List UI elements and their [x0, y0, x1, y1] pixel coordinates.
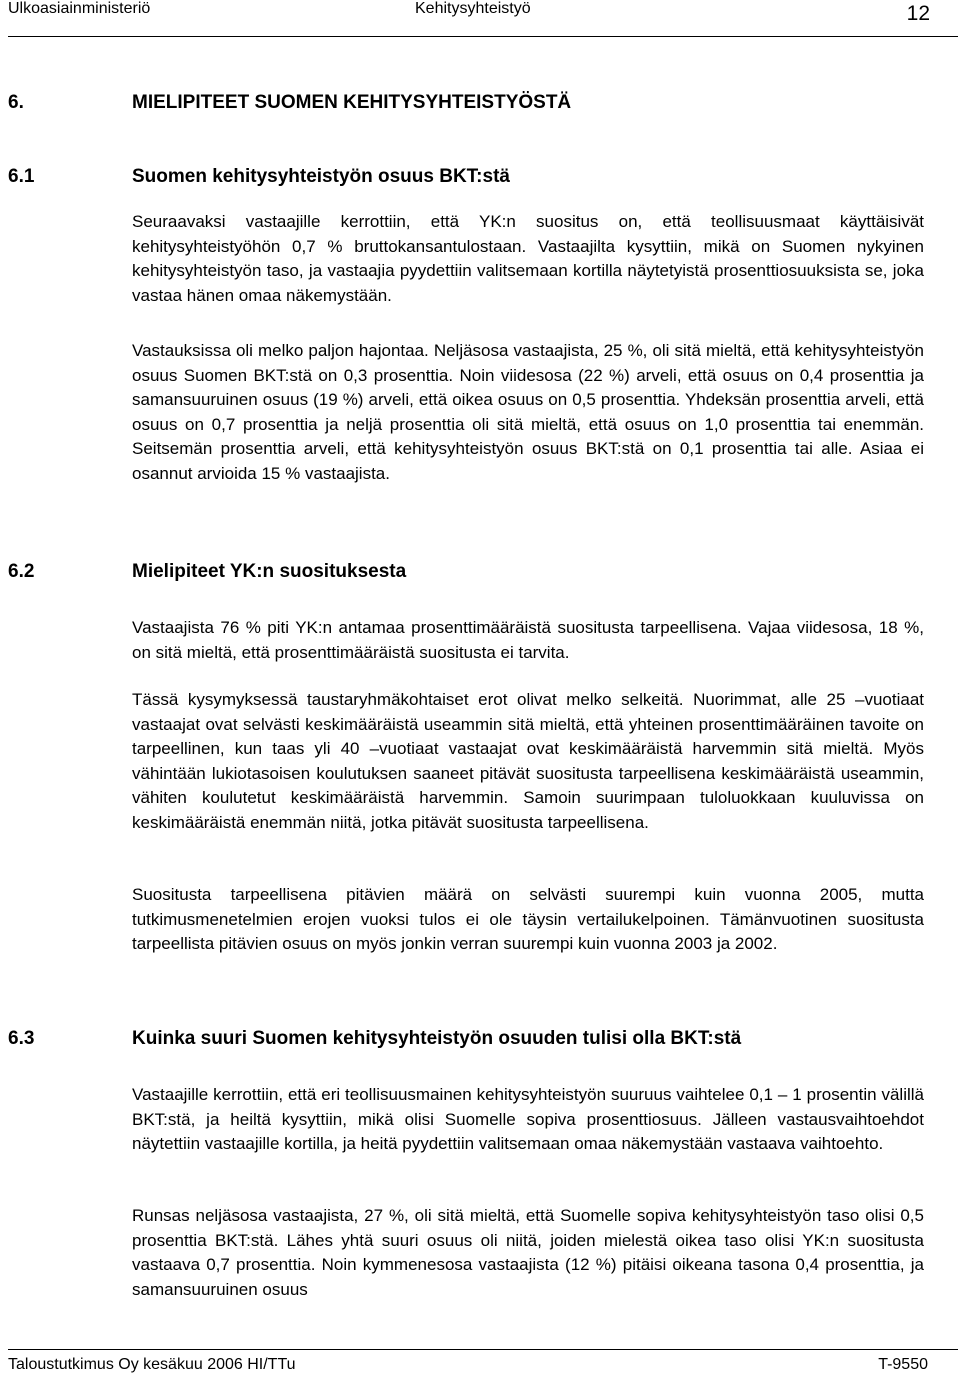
paragraph: Runsas neljäsosa vastaajista, 27 %, oli sitä mieltä, että Suomelle sopiva kehitysyhteistyön taso olisi 0,5 prosenttia BKT:stä. Lähes yhtä suuri osuus oli niitä, joiden mielestä oikea taso olisi YK:n suositusta vastaava 0,7 prosenttia. Noin kymmenesosa vastaajista (12 %) pitäisi oikeana tasona 0,4 prosenttia, ja samansuuruinen osuus: [132, 1206, 924, 1299]
section-number: 6.3: [8, 1028, 35, 1049]
section-title: Mielipiteet YK:n suosituksesta: [132, 561, 407, 582]
paragraph: Vastauksissa oli melko paljon hajontaa. Neljäsosa vastaajista, 25 %, oli sitä mieltä, että kehitysyhteistyön osuus Suomen BKT:stä on 0,3 prosenttia. Noin viidesosa (22 %) arveli, että osuus on 0,4 prosenttia ja samansuuruinen osuus (19 %) arveli, että oikea osuus on 0,5 prosenttia. Yhdeksän prosenttia arveli, että osuus on 0,7 prosenttia ja neljä prosenttia oli sitä mieltä, että osuus on 1,0 prosenttia tai enemmän. Seitsemän prosenttia arveli, että kehitysyhteistyön osuus BKT:stä on 0,1 prosenttia tai alle. Asiaa ei osannut arvioida 15 % vastaajista.: [132, 341, 924, 483]
header-ministry: Ulkoasiainministeriö: [8, 0, 151, 17]
page-header: [8, 0, 950, 36]
paragraph: Vastaajista 76 % piti YK:n antamaa prosenttimääräistä suositusta tarpeellisena. Vajaa viidesosa, 18 %, on sitä mieltä, että prosenttimääräistä suositusta ei tarvita.: [132, 618, 924, 662]
section-number: 6.2: [8, 561, 35, 582]
header-topic: Kehitysyhteistyö: [415, 0, 531, 17]
paragraph: Seuraavaksi vastaajille kerrottiin, että YK:n suositus on, että teollisuusmaat käyttäisivät kehitysyhteistyöhön 0,7 % bruttokansantulostaan. Vastaajilta kysyttiin, mikä on Suomen nykyinen kehitysyhteistyön taso, ja vastaajia pyydettiin valitsemaan kortilla näytetyistä prosenttiosuuksista se, joka vastaa hänen omaa näkemystään.: [132, 212, 924, 305]
footer-code: T-9550: [878, 1356, 928, 1373]
header-divider: [8, 36, 958, 37]
footer-divider: [8, 1349, 958, 1350]
page-number: 12: [906, 2, 930, 25]
chapter-title: MIELIPITEET SUOMEN KEHITYSYHTEISTYÖSTÄ: [132, 92, 572, 113]
paragraph: Vastaajille kerrottiin, että eri teollisuusmainen kehitysyhteistyön suuruus vaihtelee 0,1 – 1 prosentin välillä BKT:stä, ja heiltä kysyttiin, mikä olisi Suomelle sopiva prosenttiosuus. Jälleen vastausvaihtoehdot näytettiin vastaajille kortilla, ja heitä pyydettiin valitsemaan omaa näkemystään vastaava vaihtoehto.: [132, 1085, 924, 1153]
footer-publisher: Taloustutkimus Oy kesäkuu 2006 HI/TTu: [8, 1356, 296, 1373]
section-title: Kuinka suuri Suomen kehitysyhteistyön osuuden tulisi olla BKT:stä: [132, 1028, 742, 1049]
section-number: 6.1: [8, 166, 35, 187]
chapter-number: 6.: [8, 92, 24, 113]
section-title: Suomen kehitysyhteistyön osuus BKT:stä: [132, 166, 510, 187]
paragraph: Tässä kysymyksessä taustaryhmäkohtaiset erot olivat melko selkeitä. Nuorimmat, alle 25 –vuotiaat vastaajat ovat selvästi keskimääräistä useammin sitä mieltä, että yhteinen prosenttimääräinen tavoite on tarpeellinen, kun taas yli 40 –vuotiaat vastaajat ovat keskimääräistä harvemmin sitä mieltä. Myös vähintään lukiotasoisen koulutuksen saaneet pitävät suositusta tarpeellisena keskimääräistä useammin, vähiten koulutetut keskimääräistä harvemmin. Samoin suurimpaan tuloluokkaan kuuluvissa on keskimääräistä enemmän niitä, jotka pitävät suositusta tarpeellisena.: [132, 690, 924, 832]
paragraph: Suositusta tarpeellisena pitävien määrä on selvästi suurempi kuin vuonna 2005, mutta tutkimusmenetelmien erojen vuoksi tulos ei ole täysin vertailukelpoinen. Tämänvuotinen suositusta tarpeellista pitävien osuus on myös jonkin verran suurempi kuin vuonna 2003 ja 2002.: [132, 885, 924, 953]
